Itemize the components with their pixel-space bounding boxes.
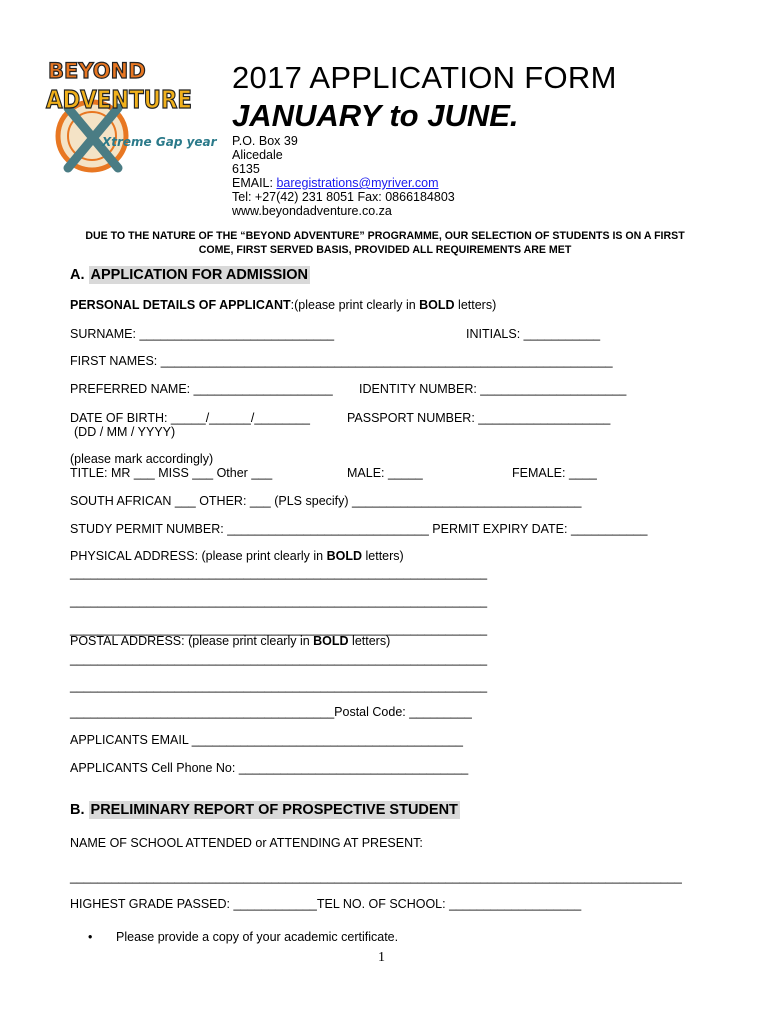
- svg-text:BEYOND: BEYOND: [48, 59, 146, 83]
- bullet-dot: •: [88, 930, 93, 944]
- surname-field[interactable]: SURNAME: ____________________________: [70, 327, 335, 341]
- form-subtitle: JANUARY to JUNE.: [232, 98, 519, 133]
- page-number: 1: [378, 950, 385, 965]
- postal-code-field[interactable]: ______________________________________Postal Code: _________: [70, 705, 472, 719]
- section-b-letter: B.: [70, 802, 89, 818]
- physical-address-text-end: letters): [362, 549, 404, 563]
- mark-accordingly-note: (please mark accordingly): [70, 452, 214, 466]
- postal-code: 6135: [232, 162, 260, 176]
- postal-address-line[interactable]: ____________________________________________________________: [70, 652, 488, 666]
- female-field[interactable]: FEMALE: ____: [512, 466, 597, 480]
- notice-line-1: DUE TO THE NATURE OF THE “BEYOND ADVENTURE” PROGRAMME, OUR SELECTION OF STUDENTS IS ON A FIRST: [85, 230, 685, 242]
- personal-details-bold-word: BOLD: [419, 298, 455, 312]
- title-field[interactable]: TITLE: MR ___ MISS ___ Other ___: [70, 466, 273, 480]
- physical-address-line[interactable]: ____________________________________________________________: [70, 594, 488, 608]
- applicant-cell-field[interactable]: APPLICANTS Cell Phone No: _________________________________: [70, 761, 469, 775]
- physical-address-line[interactable]: ____________________________________________________________: [70, 622, 488, 636]
- email-link[interactable]: baregistrations@myriver.com: [276, 176, 439, 190]
- postal-address-line[interactable]: ____________________________________________________________: [70, 679, 488, 693]
- physical-address-text: PHYSICAL ADDRESS: (please print clearly in: [70, 549, 327, 563]
- postal-address-label: [70, 634, 390, 648]
- personal-details-note-end: letters): [454, 298, 497, 312]
- applicant-email-field[interactable]: APPLICANTS EMAIL _______________________________________: [70, 733, 463, 747]
- personal-details-bold: PERSONAL DETAILS OF APPLICANT: [70, 298, 291, 312]
- certificate-note: Please provide a copy of your academic certificate.: [116, 930, 399, 944]
- town: Alicedale: [232, 148, 283, 162]
- email-line: [232, 176, 439, 190]
- school-label: NAME OF SCHOOL ATTENDED or ATTENDING AT PRESENT:: [70, 836, 423, 850]
- initials-field[interactable]: INITIALS: ___________: [466, 327, 601, 341]
- study-permit-field[interactable]: STUDY PERMIT NUMBER: _____________________________ PERMIT EXPIRY DATE: ___________: [70, 522, 648, 536]
- date-format-hint: (DD / MM / YYYY): [74, 425, 176, 439]
- notice-line-2: COME, FIRST SERVED BASIS, PROVIDED ALL REQUIREMENTS ARE MET: [198, 243, 572, 256]
- grade-and-school-tel-field[interactable]: HIGHEST GRADE PASSED: ____________TEL NO. OF SCHOOL: ___________________: [70, 897, 582, 911]
- physical-address-bold: BOLD: [326, 549, 363, 563]
- phone-fax: Tel: +27(42) 231 8051 Fax: 0866184803: [232, 190, 455, 204]
- physical-address-line[interactable]: ____________________________________________________________: [70, 566, 488, 580]
- nationality-field[interactable]: SOUTH AFRICAN ___ OTHER: ___ (PLS specify) _________________________________: [70, 494, 582, 508]
- date-of-birth-field[interactable]: DATE OF BIRTH: _____/______/________: [70, 411, 310, 425]
- po-box: P.O. Box 39: [232, 134, 298, 148]
- certificate-bullet: [88, 930, 92, 944]
- personal-details-note: :(please print clearly in: [290, 298, 420, 312]
- postal-address-bold: BOLD: [313, 634, 349, 648]
- beyond-adventure-logo: [44, 56, 217, 178]
- identity-number-field[interactable]: IDENTITY NUMBER: _____________________: [359, 382, 627, 396]
- school-name-line[interactable]: ________________________________________________________________________________________: [70, 870, 682, 884]
- form-title: 2017 APPLICATION FORM: [232, 60, 617, 95]
- passport-number-field[interactable]: PASSPORT NUMBER: ___________________: [347, 411, 611, 425]
- section-b-title: PRELIMINARY REPORT OF PROSPECTIVE STUDENT: [90, 802, 458, 818]
- male-field[interactable]: MALE: _____: [347, 466, 423, 480]
- postal-address-text-end: letters): [348, 634, 391, 648]
- personal-details-heading: [70, 298, 496, 312]
- svg-text:ADVENTURE: ADVENTURE: [46, 85, 192, 114]
- preferred-name-field[interactable]: PREFERRED NAME: ____________________: [70, 382, 333, 396]
- section-a-heading: [70, 267, 310, 283]
- postal-address-text: POSTAL ADDRESS: (please print clearly in: [70, 634, 314, 648]
- section-a-letter: A.: [70, 267, 89, 283]
- website: www.beyondadventure.co.za: [232, 204, 392, 218]
- svg-text:Xtreme Gap year: Xtreme Gap year: [102, 135, 217, 149]
- physical-address-label: [70, 549, 404, 563]
- email-label: EMAIL:: [232, 176, 277, 190]
- selection-notice: [0, 230, 770, 257]
- section-b-heading: [70, 802, 460, 818]
- first-names-field[interactable]: FIRST NAMES: _________________________________________________________________: [70, 354, 613, 368]
- section-a-title: APPLICATION FOR ADMISSION: [90, 267, 309, 283]
